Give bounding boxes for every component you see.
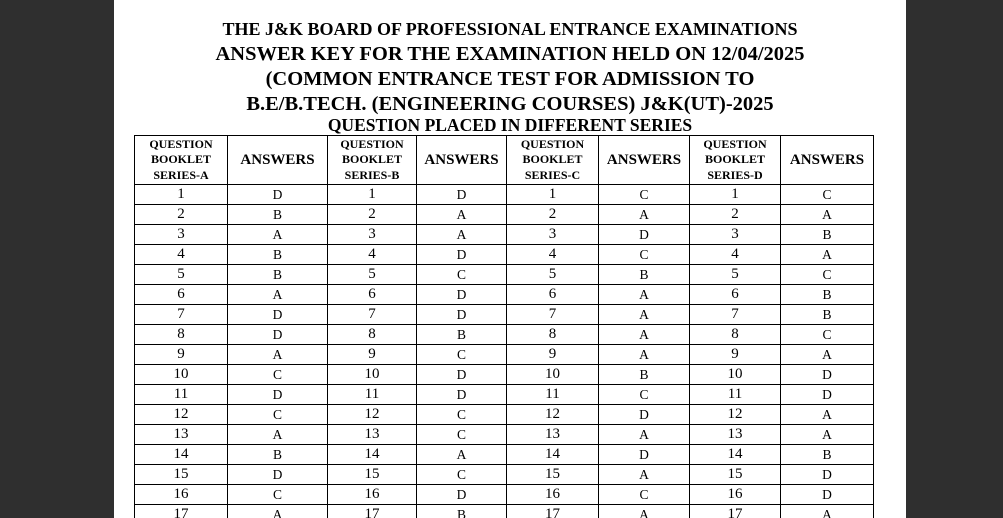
header-booklet-series-c: [507, 136, 599, 185]
answer-series-c: A: [599, 305, 690, 325]
question-number-series-a: 11: [135, 385, 228, 405]
answer-series-a: C: [228, 365, 328, 385]
answer-series-b: A: [417, 225, 507, 245]
question-number-series-c: 13: [507, 425, 599, 445]
answer-series-d: D: [781, 465, 874, 485]
question-number-series-a: 1: [135, 185, 228, 205]
question-number-series-c: 5: [507, 265, 599, 285]
answer-series-b: C: [417, 345, 507, 365]
question-number-series-c: 17: [507, 505, 599, 518]
answer-series-a: D: [228, 385, 328, 405]
question-number-series-d: 11: [690, 385, 781, 405]
question-number-series-c: 16: [507, 485, 599, 505]
header-booklet-line: BOOKLET: [150, 152, 212, 167]
question-number-series-c: 2: [507, 205, 599, 225]
question-number-series-b: 9: [328, 345, 417, 365]
table-row: [135, 425, 874, 445]
question-number-series-d: 17: [690, 505, 781, 518]
table-row: [135, 365, 874, 385]
question-number-series-b: 4: [328, 245, 417, 265]
question-number-series-a: 10: [135, 365, 228, 385]
question-number-series-b: 1: [328, 185, 417, 205]
question-number-series-d: 15: [690, 465, 781, 485]
answer-series-c: B: [599, 365, 690, 385]
question-number-series-d: 7: [690, 305, 781, 325]
answer-series-d: B: [781, 445, 874, 465]
header-booklet-line: BOOKLET: [704, 152, 766, 167]
question-number-series-c: 8: [507, 325, 599, 345]
question-number-series-d: 3: [690, 225, 781, 245]
table-row: [135, 185, 874, 205]
question-number-series-b: 6: [328, 285, 417, 305]
question-number-series-b: 14: [328, 445, 417, 465]
answer-series-d: A: [781, 425, 874, 445]
question-number-series-a: 13: [135, 425, 228, 445]
question-number-series-c: 6: [507, 285, 599, 305]
answer-series-c: A: [599, 465, 690, 485]
answer-series-d: A: [781, 245, 874, 265]
answer-series-d: A: [781, 345, 874, 365]
answer-series-d: D: [781, 365, 874, 385]
answer-series-a: A: [228, 345, 328, 365]
question-number-series-d: 13: [690, 425, 781, 445]
question-number-series-a: 9: [135, 345, 228, 365]
answer-series-c: C: [599, 485, 690, 505]
answer-series-c: C: [599, 185, 690, 205]
answer-series-d: C: [781, 325, 874, 345]
question-number-series-b: 15: [328, 465, 417, 485]
answer-series-c: D: [599, 445, 690, 465]
question-number-series-a: 15: [135, 465, 228, 485]
question-number-series-c: 7: [507, 305, 599, 325]
question-number-series-b: 8: [328, 325, 417, 345]
answer-series-a: C: [228, 405, 328, 425]
answer-series-a: A: [228, 285, 328, 305]
table-row: [135, 405, 874, 425]
question-number-series-d: 16: [690, 485, 781, 505]
table-row: [135, 265, 874, 285]
answer-series-c: A: [599, 505, 690, 518]
answer-series-b: C: [417, 405, 507, 425]
header-answers-series-c: ANSWERS: [599, 136, 690, 185]
answer-series-b: D: [417, 365, 507, 385]
header-booklet-line: QUESTION: [520, 136, 585, 151]
exam-title-line-2: B.E/B.TECH. (ENGINEERING COURSES) J&K(UT)-2025: [246, 93, 774, 115]
table-row: [135, 205, 874, 225]
document-page: [114, 0, 906, 518]
question-number-series-c: 11: [507, 385, 599, 405]
answer-series-b: A: [417, 445, 507, 465]
header-booklet-line: SERIES-C: [524, 167, 581, 182]
header-booklet-series-b: [328, 136, 417, 185]
answer-series-c: A: [599, 285, 690, 305]
table-row: [135, 305, 874, 325]
answer-series-c: A: [599, 325, 690, 345]
table-row: [135, 225, 874, 245]
answer-series-a: D: [228, 305, 328, 325]
series-note: QUESTION PLACED IN DIFFERENT SERIES: [327, 115, 693, 135]
answer-series-a: D: [228, 465, 328, 485]
board-title: THE J&K BOARD OF PROFESSIONAL ENTRANCE EXAMINATIONS: [222, 19, 798, 39]
header-booklet-line: SERIES-B: [344, 167, 400, 182]
question-number-series-c: 10: [507, 365, 599, 385]
question-number-series-c: 14: [507, 445, 599, 465]
question-number-series-c: 15: [507, 465, 599, 485]
answer-series-a: D: [228, 185, 328, 205]
answer-series-b: C: [417, 465, 507, 485]
answer-series-b: D: [417, 245, 507, 265]
answer-series-d: C: [781, 185, 874, 205]
question-number-series-c: 9: [507, 345, 599, 365]
answer-series-c: C: [599, 245, 690, 265]
question-number-series-d: 10: [690, 365, 781, 385]
question-number-series-b: 10: [328, 365, 417, 385]
answer-series-d: D: [781, 485, 874, 505]
header-booklet-line: BOOKLET: [522, 152, 583, 167]
exam-title-line-1: (COMMON ENTRANCE TEST FOR ADMISSION TO: [265, 68, 755, 90]
answer-series-b: D: [417, 285, 507, 305]
answer-key-title: ANSWER KEY FOR THE EXAMINATION HELD ON 12/04/2025: [215, 43, 805, 65]
answer-series-a: B: [228, 245, 328, 265]
table-row: [135, 505, 874, 518]
table-body: [135, 185, 874, 518]
table-row: [135, 285, 874, 305]
question-number-series-d: 14: [690, 445, 781, 465]
answer-series-a: B: [228, 205, 328, 225]
header-answers-series-a: ANSWERS: [228, 136, 328, 185]
answer-series-d: A: [781, 505, 874, 518]
question-number-series-c: 3: [507, 225, 599, 245]
answer-series-b: C: [417, 265, 507, 285]
question-number-series-b: 3: [328, 225, 417, 245]
answer-series-d: A: [781, 205, 874, 225]
answer-series-c: D: [599, 225, 690, 245]
answer-series-b: C: [417, 425, 507, 445]
question-number-series-a: 7: [135, 305, 228, 325]
question-number-series-a: 4: [135, 245, 228, 265]
answer-series-a: B: [228, 445, 328, 465]
header-booklet-line: SERIES-D: [707, 167, 763, 182]
answer-series-a: A: [228, 505, 328, 518]
table-row: [135, 325, 874, 345]
question-number-series-a: 6: [135, 285, 228, 305]
table-row: [135, 385, 874, 405]
answer-series-b: D: [417, 305, 507, 325]
table-row: [135, 465, 874, 485]
answer-series-b: D: [417, 485, 507, 505]
answer-series-a: C: [228, 485, 328, 505]
question-number-series-c: 1: [507, 185, 599, 205]
question-number-series-c: 4: [507, 245, 599, 265]
question-number-series-a: 3: [135, 225, 228, 245]
question-number-series-a: 16: [135, 485, 228, 505]
question-number-series-b: 11: [328, 385, 417, 405]
table-row: [135, 245, 874, 265]
header-booklet-series-a: [135, 136, 228, 185]
question-number-series-d: 2: [690, 205, 781, 225]
answer-series-b: B: [417, 505, 507, 518]
answer-series-c: B: [599, 265, 690, 285]
answer-key-table: [134, 135, 874, 518]
answer-series-b: B: [417, 325, 507, 345]
answer-series-d: D: [781, 385, 874, 405]
answer-series-a: D: [228, 325, 328, 345]
header-answers-series-d: ANSWERS: [781, 136, 874, 185]
answer-series-c: C: [599, 385, 690, 405]
header-booklet-line: QUESTION: [149, 136, 213, 151]
question-number-series-a: 2: [135, 205, 228, 225]
header-booklet-line: BOOKLET: [341, 152, 403, 167]
question-number-series-a: 8: [135, 325, 228, 345]
question-number-series-d: 5: [690, 265, 781, 285]
answer-series-a: A: [228, 225, 328, 245]
header-booklet-line: QUESTION: [340, 136, 404, 151]
question-number-series-a: 17: [135, 505, 228, 518]
question-number-series-a: 12: [135, 405, 228, 425]
question-number-series-b: 5: [328, 265, 417, 285]
question-number-series-b: 2: [328, 205, 417, 225]
answer-series-c: A: [599, 345, 690, 365]
answer-series-d: A: [781, 405, 874, 425]
question-number-series-b: 7: [328, 305, 417, 325]
header-booklet-line: SERIES-A: [153, 167, 209, 182]
question-number-series-a: 14: [135, 445, 228, 465]
table-header-row: [135, 136, 874, 185]
question-number-series-b: 17: [328, 505, 417, 518]
answer-series-a: B: [228, 265, 328, 285]
question-number-series-d: 4: [690, 245, 781, 265]
answer-series-d: B: [781, 305, 874, 325]
table-row: [135, 445, 874, 465]
question-number-series-b: 13: [328, 425, 417, 445]
answer-series-b: A: [417, 205, 507, 225]
answer-series-b: D: [417, 185, 507, 205]
answer-series-d: B: [781, 285, 874, 305]
question-number-series-a: 5: [135, 265, 228, 285]
answer-series-b: D: [417, 385, 507, 405]
question-number-series-c: 12: [507, 405, 599, 425]
question-number-series-d: 1: [690, 185, 781, 205]
answer-series-c: A: [599, 425, 690, 445]
question-number-series-b: 12: [328, 405, 417, 425]
question-number-series-d: 8: [690, 325, 781, 345]
question-number-series-b: 16: [328, 485, 417, 505]
header-answers-series-b: ANSWERS: [417, 136, 507, 185]
question-number-series-d: 12: [690, 405, 781, 425]
answer-series-d: B: [781, 225, 874, 245]
answer-series-d: C: [781, 265, 874, 285]
table-row: [135, 485, 874, 505]
answer-series-c: A: [599, 205, 690, 225]
header-booklet-line: QUESTION: [703, 136, 767, 151]
question-number-series-d: 6: [690, 285, 781, 305]
answer-series-c: D: [599, 405, 690, 425]
header-booklet-series-d: [690, 136, 781, 185]
table-row: [135, 345, 874, 365]
question-number-series-d: 9: [690, 345, 781, 365]
answer-series-a: A: [228, 425, 328, 445]
